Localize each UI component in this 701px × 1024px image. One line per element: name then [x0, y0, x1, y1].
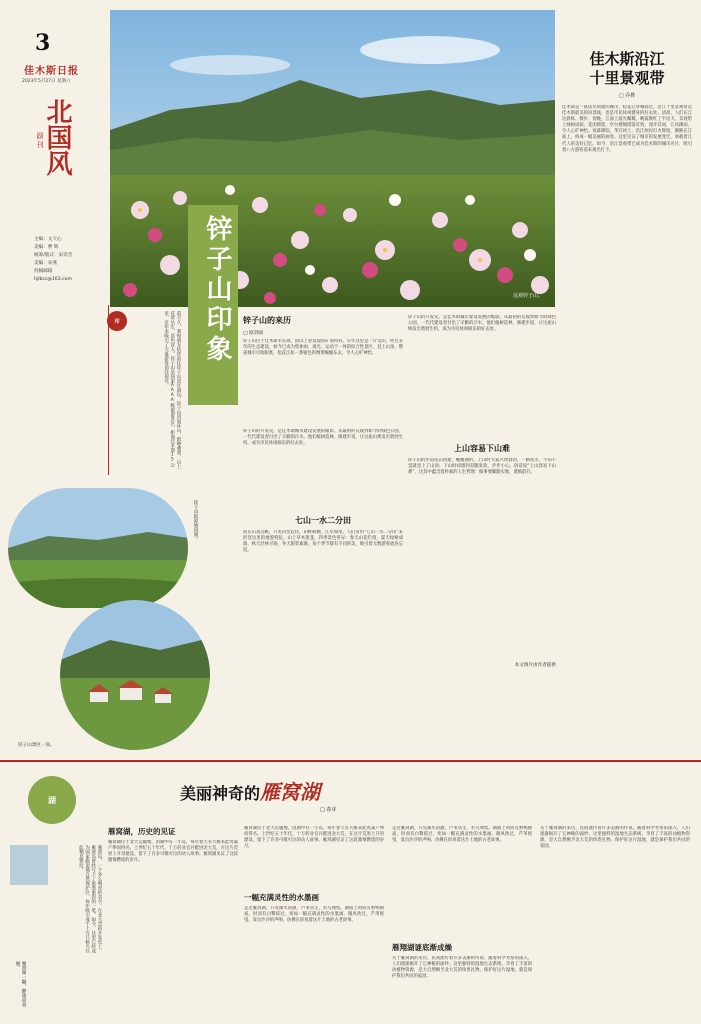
bottom-divider — [0, 760, 701, 762]
bottom-col-2 — [244, 826, 384, 1016]
section-2-title: 七山一水二分田 — [295, 515, 351, 525]
photo-credit: 本文图片由作者提供 — [514, 663, 556, 668]
lake-landscape-image — [8, 488, 188, 608]
bottom-section-3-title: 雁翔湖谜底渐成燥 — [392, 943, 452, 952]
bottom-article-title — [180, 776, 320, 805]
editor-line: hjlbsc@163.com — [34, 277, 72, 282]
section-3-title: 上山容易下山难 — [454, 443, 510, 453]
right-title-line: 十里景观带 — [589, 69, 665, 87]
date-line: 2023年5月27日 星期六 — [22, 79, 71, 84]
bottom-col-3-body: 走近雁窝湖，只见湖水清澈，芦苇丛生，水鸟翔集。湖面上时而有野鸭嬉戏，时而有白鹭掠过，宛如一幅充满灵性的水墨画。微风吹过，芦苇摇曳，发出沙沙的声响，仿佛在诉说着这片土地的古老故事。 — [392, 826, 532, 844]
main-right-body: 锌子山的开发史，是佳木斯城市建设发展的缩影。从最初的荒坡到如今的绿色公园，一代代建设者付出了辛勤的汗水。他们植树造林，修建步道，让这座山焕发出勃勃生机，成为市民休闲娱乐的好去处。 — [408, 315, 556, 333]
sidebar-intro: 前不久，我和朋友结伴前往锌子山景区游玩。锌子山四面环山，群峰叠翠，山上花草丛生、景色宜人。锌子山是国家AAAA级旅游景区，距离佳木斯15公里，近年来吸引了大量游客前往观光。 — [163, 311, 181, 469]
right-article-author: □ 乔桦 — [618, 93, 636, 99]
sidebar-seal-icon: 印 — [114, 318, 120, 325]
supplement-label: 副刊 — [36, 132, 44, 150]
bottom-section-3-body: 关于雁窝湖的来历，民间流传着许多美丽的传说。随着科学考察的深入，人们逐渐揭开了它神秘的面纱。这里独特的湿地生态系统，孕育了丰富的动植物资源，是大自然赐予北大荒的珍贵礼物。保护好这片湿地，就是保护我们共同的家园。 — [392, 956, 532, 980]
main-sidebar — [108, 305, 183, 475]
page-number: 3 — [35, 30, 51, 56]
editor-line: 主编：文天心 — [34, 237, 62, 242]
section-3-body: 锌子山的步道依山而建，蜿蜒曲折。上山时大家兴致勃勃，一路说笑，不知不觉就登上了山顶；下山时却感到双腿发软，步步小心。俗话说“上山容易下山难”，这其中蕴含着朴素的人生哲理：做事要脚踏实地，谨慎前行。 — [408, 458, 556, 476]
bottom-title-prefix: 美丽神奇的 — [180, 784, 261, 803]
hero-photo — [110, 10, 555, 307]
section-1-body: 锌子山位于佳木斯市东郊，因山上曾发现锌矿而得名。早年这里是一片荒山，经过多年的生态建设，如今已成为集休闲、观光、运动于一体的综合性景区。登上山顶，整座城市尽收眼底，松花江如一条银色的绸带蜿蜒东去，令人心旷神怡。 — [243, 339, 403, 357]
editor-line: 美编：宋燕 — [34, 261, 57, 266]
right-title-line: 佳木斯沿江 — [589, 50, 665, 68]
bottom-col-2-body: 雁窝湖位于北大荒腹地，因湖中有一小岛，每年春天有大雁来此筑巢产卵而得名。上世纪五十年代，十万转业官兵挺进北大荒，在这片荒原上开垦建设，留下了许多可歌可泣的动人故事。雁窝湖见证了这段激情燃烧的岁月。 — [244, 826, 384, 850]
bottom-col-4 — [540, 826, 690, 1011]
editor-credits — [34, 236, 104, 284]
editor-line: 统筹/版式：宋诗音 — [34, 253, 73, 258]
sidebar-seal — [107, 311, 127, 331]
right-article — [562, 50, 692, 860]
main-section-2 — [243, 515, 403, 680]
bottom-section-1-title: 雁窝湖，历史的见证 — [108, 827, 176, 836]
bottom-col-3 — [392, 826, 532, 1016]
main-author: □ 原剑南 — [243, 331, 264, 336]
right-article-body: 佳木斯是一座依水而建的城市，松花江穿城而过。沿江十里景观带是佳木斯最美的风景线，也是市民休闲健身的好去处。清晨，人们在江边晨练、散步；傍晚，江面上波光粼粼，晚霞映红了半边天。景观带上绿树成荫，花团锦簇，亭台楼阁错落有致。漫步其间，江风拂面，令人心旷神怡。夜幕降临，华灯初上，沿江两岸灯火辉煌，倒映在江面上，构成一幅美丽的画卷。这里见证了城市的发展变迁，承载着几代人的美好记忆。如今，沿江景观带已成为佳木斯的城市名片，吸引着八方游客前来观光打卡。 — [562, 105, 692, 153]
bottom-logo — [20, 770, 90, 840]
main-article-title: 锌子山印象 — [202, 215, 232, 365]
paper-name: 佳木斯日报 — [24, 66, 79, 77]
bottom-author: □ 春芽 — [320, 807, 337, 813]
section-1-body-b: 锌子山的开发史，是佳木斯城市建设发展的缩影。从最初的荒坡到如今的绿色公园，一代代建设者付出了辛勤的汗水。他们植树造林，修建步道，让这座山焕发出勃勃生机，成为市民休闲娱乐的好去处。 — [243, 429, 403, 447]
bottom-title-highlight: 雁窝湖 — [260, 780, 321, 804]
bottom-section-2-title: 一幅充满灵性的水墨画 — [244, 893, 319, 902]
section-2-body: 站在山顶远眺，只见山峦起伏，田野纵横，江水如带。人们常用“七山一水二分田”来形容这里的地貌特征。山上草木葱茏，四季景色各异：春天山花烂漫，夏天绿树成荫，秋天层林尽染，冬天银装素裹。每个季节都有不同的美，吸引着无数游客流连忘返。 — [243, 530, 403, 554]
photo-3-caption: 锌子山景区一角。 — [18, 743, 55, 748]
supplement-logo — [35, 98, 107, 180]
main-section-1 — [243, 315, 403, 519]
bottom-section-1-body: 雁窝湖位于北大荒腹地，因湖中有一小岛，每年春天有大雁来此筑巢产卵而得名。上世纪五十年代，十万转业官兵挺进北大荒，在这片荒原上开垦建设，留下了许多可歌可泣的动人故事。雁窝湖见证了这段激情燃烧的岁月。 — [108, 840, 238, 864]
section-1-title: 锌子山的来历 — [243, 315, 291, 325]
bottom-sidebar-text: 雁窝岛，一个多么响亮的名字。在北大荒的开发史上，雁窝岛曾经写下了浓墨重彩的一笔。如今，这里已经成为国家级湿地自然保护区，每年吸引成千上万只候鸟在此栖息繁衍。 — [78, 845, 102, 953]
bottom-sidebar — [10, 845, 102, 1010]
editor-line: 美编：曹 辉 — [34, 245, 59, 250]
village-view-image — [60, 600, 210, 750]
photo-2-caption: 锌子山的原始风貌。 — [193, 500, 198, 542]
main-photo-2 — [8, 488, 188, 608]
right-article-title — [562, 50, 692, 88]
bottom-sidebar-caption: 雁窝湖一隅，静谧而美丽。 — [15, 961, 26, 1007]
main-photo-3 — [60, 600, 210, 750]
main-title-box — [188, 205, 238, 405]
bottom-seal — [28, 776, 76, 824]
hero-caption: 远观锌子山。 — [512, 293, 543, 299]
main-right-column — [408, 315, 556, 668]
bottom-seal-icon: 湖 — [48, 794, 56, 805]
editor-line: 投稿邮箱 — [34, 269, 53, 274]
supplement-name: 北国风 — [42, 98, 72, 176]
bottom-col-4-body: 关于雁窝湖的来历，民间流传着许多美丽的传说。随着科学考察的深入，人们逐渐揭开了它神秘的面纱。这里独特的湿地生态系统，孕育了丰富的动植物资源，是大自然赐予北大荒的珍贵礼物。保护好这片湿地，就是保护我们共同的家园。 — [540, 826, 690, 850]
bottom-section-2-body: 走近雁窝湖，只见湖水清澈，芦苇丛生，水鸟翔集。湖面上时而有野鸭嬉戏，时而有白鹭掠过，宛如一幅充满灵性的水墨画。微风吹过，芦苇摇曳，发出沙沙的声响，仿佛在诉说着这片土地的古老故事。 — [244, 906, 384, 924]
bottom-sidebar-photo — [10, 845, 48, 885]
mountain-flowers-image — [110, 10, 555, 307]
bottom-col-1 — [108, 826, 238, 1010]
